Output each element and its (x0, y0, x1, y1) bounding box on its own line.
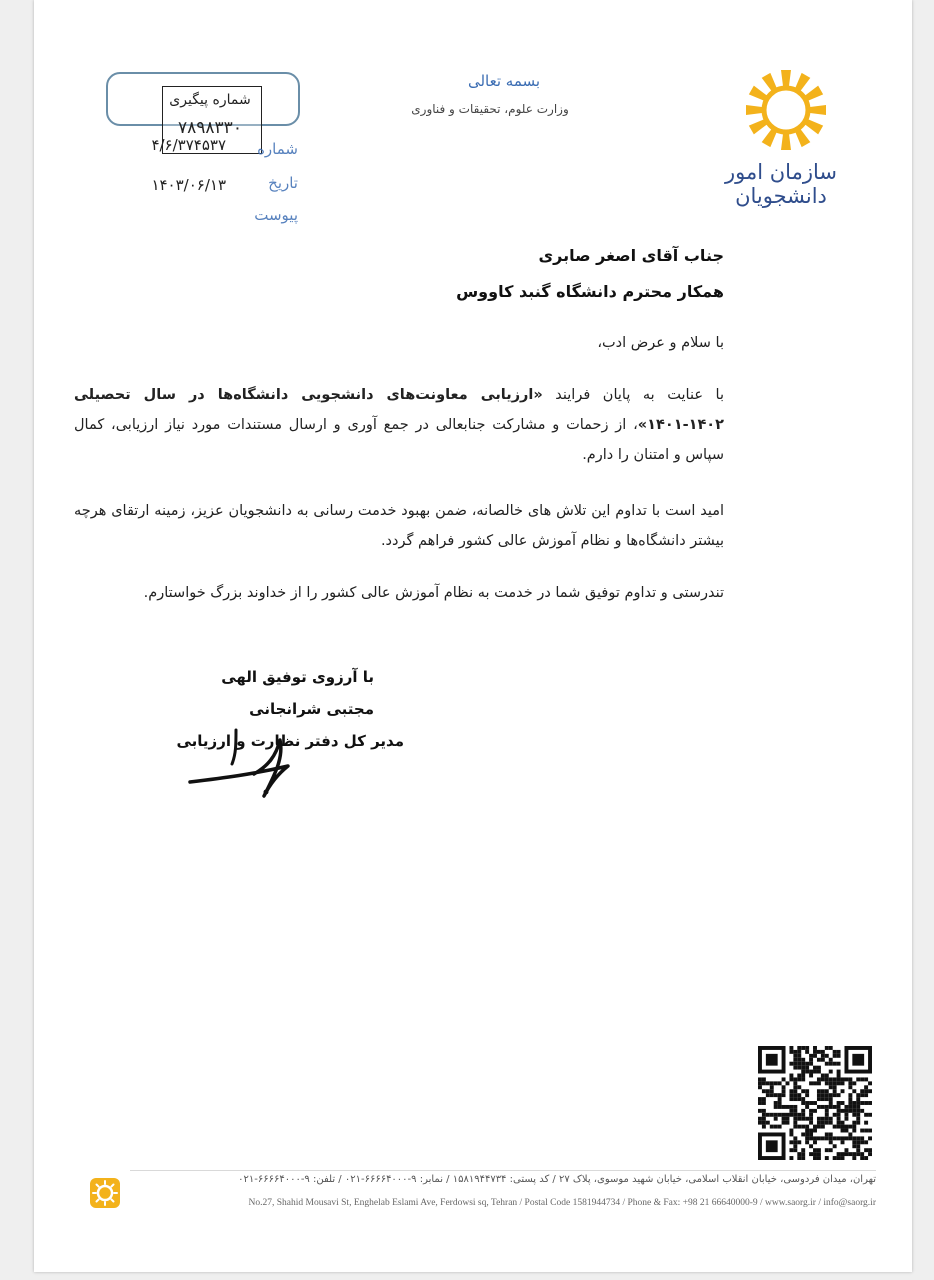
recipient-affiliation: همکار محترم دانشگاه گنبد کاووس (456, 282, 724, 301)
tracking-label: شماره پیگیری (169, 92, 251, 108)
paragraph-1-rest: ، از زحمات و مشارکت جنابعالی در جمع آوری و ارسال مستندات مورد نیاز ارزیابی، کمال سپاس و امتنان را دارم. (74, 417, 724, 463)
date-label: تاریخ (268, 174, 298, 192)
footer-address-persian: تهران، میدان فردوسی، خیابان انقلاب اسلامی، خیابان شهید موسوی، پلاک ۲۷ / کد پستی: ۱۵۸۱۹۴۴۷۳۴ / نمابر: ۹-۶۶۶۶۴۰۰۰-۰۲۱ / تلفن: ۹-۶۶۶۶۴۰۰۰-۰۲۱ (238, 1174, 876, 1185)
greeting: با سلام و عرض ادب، (597, 335, 724, 351)
basmala: بسمه تعالی (467, 72, 541, 90)
paragraph-2: امید است با تداوم این تلاش های خالصانه، ضمن بهبود خدمت رسانی به دانشجویان عزیز، زمینه ارتقای هرچه بیشتر دانشگاه‌ها و نظام آموزش عالی کشور فراهم گردد. (74, 503, 724, 549)
letter-page (34, 0, 912, 1272)
attachment-label: پیوست (254, 206, 298, 224)
signatory-name: مجتبی شرانجانی (249, 700, 374, 718)
ministry-name: وزارت علوم، تحقیقات و فناوری (411, 102, 569, 116)
footer-divider (130, 1170, 876, 1171)
organization-name: سازمان امور دانشجویان (725, 160, 837, 208)
paragraph-1-lead: با عنایت به پایان فرایند (542, 387, 724, 403)
qr-code[interactable] (758, 1046, 872, 1160)
date-value: ۱۴۰۳/۰۶/۱۳ (151, 176, 226, 194)
evaluation-title: «ارزیابی معاونت‌های دانشجویی دانشگاه‌ها در سال تحصیلی ۱۴۰۲-۱۴۰۱» (74, 387, 724, 433)
tracking-number: ۷۸۹۸۳۳۰ (178, 118, 242, 138)
recipient-name: جناب آقای اصغر صابری (538, 246, 724, 265)
footer-address-english: No.27, Shahid Mousavi St, Enghelab Eslami Ave, Ferdowsi sq, Tehran / Postal Code 1581944734 / Phone & Fax: +98 21 66640000-9 / www.saorg.ir / info@saorg.ir (248, 1198, 876, 1208)
number-value: ۴/۶/۳۷۴۵۳۷ (151, 136, 226, 154)
paragraph-3: تندرستی و تداوم توفیق شما در خدمت به نظام آموزش عالی کشور را از خداوند بزرگ خواستارم. (143, 585, 724, 601)
footer-sun-logo-icon (90, 1178, 120, 1208)
closing-line: با آرزوی توفیق الهی (221, 668, 374, 686)
handwritten-signature-icon (184, 700, 324, 810)
organization-sun-logo-icon (742, 66, 830, 154)
number-label: شماره (257, 140, 298, 158)
paragraph-1 (74, 380, 724, 470)
signatory-title: مدیر کل دفتر نظارت و ارزیابی (176, 732, 404, 750)
